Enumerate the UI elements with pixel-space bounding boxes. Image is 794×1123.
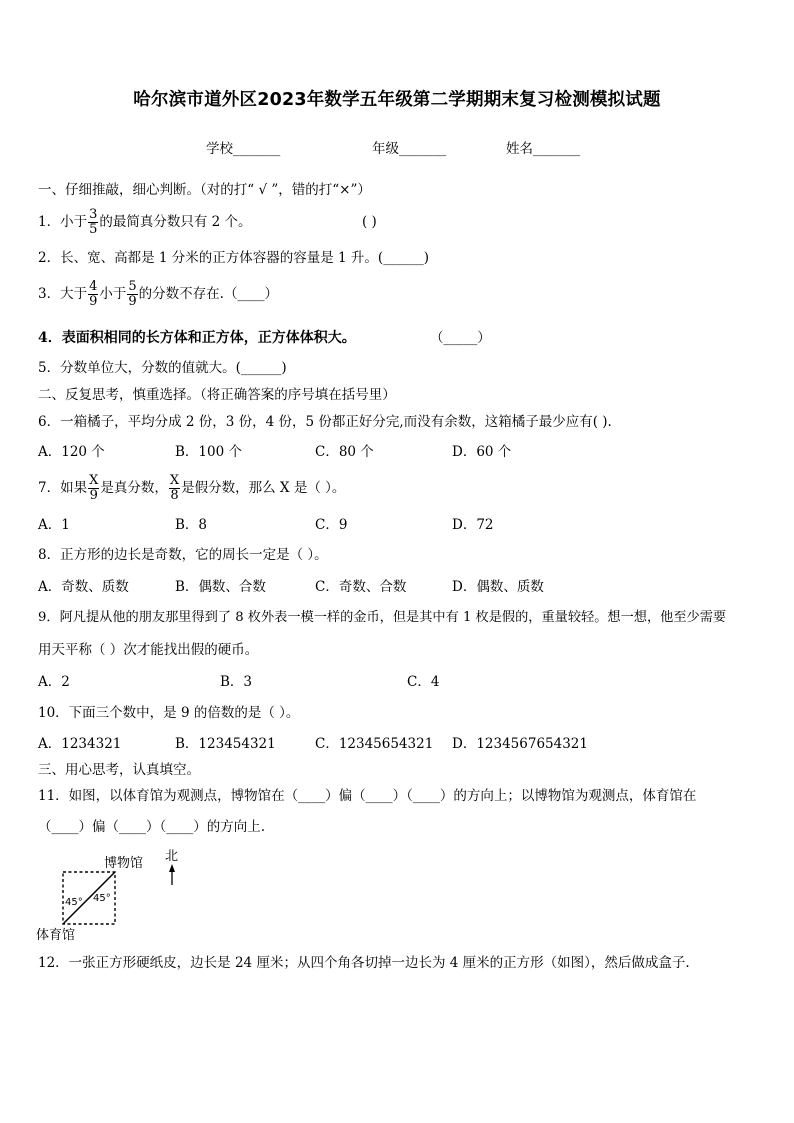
option-b[interactable]: B．123454321 xyxy=(175,736,276,752)
q4-answer-bracket[interactable]: （_____） xyxy=(430,330,491,346)
question-8: 8．正方形的边长是奇数，它的周长一定是（ ）。 xyxy=(38,547,328,563)
q1-text: 的最简真分数只有 2 个。 xyxy=(99,214,252,230)
gym-label: 体育馆 xyxy=(36,928,76,943)
page-title: 哈尔滨市道外区2023年数学五年级第二学期期末复习检测模拟试题 xyxy=(133,90,661,110)
option-c[interactable]: C．12345654321 xyxy=(315,736,434,752)
angle-label: 45° xyxy=(93,893,111,904)
q7-prefix: 7．如果 xyxy=(38,480,88,496)
question-3 xyxy=(38,277,278,311)
option-a[interactable]: A．奇数、质数 xyxy=(38,579,129,595)
section-3-heading: 三、用心思考，认真填空。 xyxy=(38,762,200,778)
q3-text: 的分数不存在.（____） xyxy=(138,286,278,302)
numerator: 5 xyxy=(128,278,137,294)
numerator: X xyxy=(169,472,180,488)
denominator: 9 xyxy=(89,293,98,309)
option-a[interactable]: A．120 个 xyxy=(38,444,105,460)
question-7 xyxy=(38,469,345,507)
section-1-heading: 一、仔细推敲，细心判断。（对的打“ √ ”，错的打“×”） xyxy=(38,182,371,198)
museum-label: 博物馆 xyxy=(104,856,144,871)
north-label: 北 xyxy=(165,849,179,864)
q6-options xyxy=(38,443,758,461)
q1-prefix: 1．小于 xyxy=(38,214,88,230)
question-5: 5．分数单位大，分数的值就大。(______) xyxy=(38,360,287,376)
option-d[interactable]: D．偶数、质数 xyxy=(452,579,544,595)
school-field: 学校_______ xyxy=(206,141,281,157)
question-1 xyxy=(38,205,252,239)
option-c[interactable]: C．奇数、合数 xyxy=(315,579,407,595)
question-10: 10．下面三个数中，是 9 的倍数的是（ ）。 xyxy=(38,705,300,721)
denominator: 9 xyxy=(89,487,98,503)
name-field: 姓名_______ xyxy=(506,141,581,157)
section-2-heading: 二、反复思考，慎重选择。（将正确答案的序号填在括号里） xyxy=(38,387,396,403)
north-arrow-icon xyxy=(169,864,175,872)
question-12: 12．一张正方形硬纸皮，边长是 24 厘米；从四个角各切掉一边长为 4 厘米的正方形（如图），然后做成盒子. xyxy=(38,955,690,971)
option-d[interactable]: D．72 xyxy=(452,517,494,533)
angle-label: 45° xyxy=(65,897,83,908)
denominator: 8 xyxy=(170,487,179,503)
numerator: X xyxy=(89,472,99,488)
option-a[interactable]: A．1234321 xyxy=(38,736,122,752)
fraction xyxy=(169,474,180,503)
option-b[interactable]: B．3 xyxy=(220,674,253,690)
question-9-line-1: 9．阿凡提从他的朋友那里得到了 8 枚外表一模一样的金币，但是其中有 1 枚是假的，重量较轻。想一想，他至少需要 xyxy=(38,610,727,625)
q3-prefix: 3．大于 xyxy=(38,286,88,302)
question-11-line-2: （____）偏（____）（____）的方向上. xyxy=(38,819,266,835)
q7-mid: 是真分数， xyxy=(100,480,168,496)
numerator: 3 xyxy=(89,206,98,222)
question-4: 4．表面积相同的长方体和正方体，正方体体积大。 xyxy=(38,330,356,346)
q9-options xyxy=(38,673,758,691)
fraction xyxy=(127,280,137,309)
question-2: 2．长、宽、高都是 1 分米的正方体容器的容量是 1 升。(______) xyxy=(38,250,429,266)
option-d[interactable]: D．1234567654321 xyxy=(452,736,588,752)
q8-options xyxy=(38,578,758,596)
grade-field: 年级_______ xyxy=(372,141,447,157)
option-b[interactable]: B．8 xyxy=(175,517,208,533)
q10-options xyxy=(38,735,758,753)
question-11-line-1: 11．如图，以体育馆为观测点，博物馆在（____）偏（____）（____）的方向上；以博物馆为观测点，体育馆在 xyxy=(38,788,697,804)
option-d[interactable]: D．60 个 xyxy=(452,444,512,460)
q7-options xyxy=(38,516,758,534)
option-c[interactable]: C．4 xyxy=(407,674,440,690)
question-6: 6．一箱橘子，平均分成 2 份，3 份，4 份，5 份都正好分完,而没有余数，这箱橘子最少应有( ). xyxy=(38,414,612,430)
option-b[interactable]: B．偶数、合数 xyxy=(175,579,266,595)
denominator: 9 xyxy=(128,293,137,309)
q1-answer-bracket[interactable]: ( ) xyxy=(362,214,377,230)
option-c[interactable]: C．80 个 xyxy=(315,444,374,460)
fraction xyxy=(88,208,98,237)
fraction xyxy=(88,280,98,309)
direction-diagram xyxy=(30,845,200,945)
q7-text: 是假分数，那么 X 是（ ）。 xyxy=(181,480,346,496)
question-9-line-2: 用天平称（ ）次才能找出假的硬币。 xyxy=(38,642,259,658)
option-a[interactable]: A．2 xyxy=(38,674,70,690)
option-c[interactable]: C．9 xyxy=(315,517,348,533)
option-b[interactable]: B．100 个 xyxy=(175,444,242,460)
denominator: 5 xyxy=(89,221,98,237)
option-a[interactable]: A．1 xyxy=(38,517,70,533)
numerator: 4 xyxy=(89,278,98,294)
q3-mid: 小于 xyxy=(99,286,127,302)
fraction xyxy=(88,474,99,503)
